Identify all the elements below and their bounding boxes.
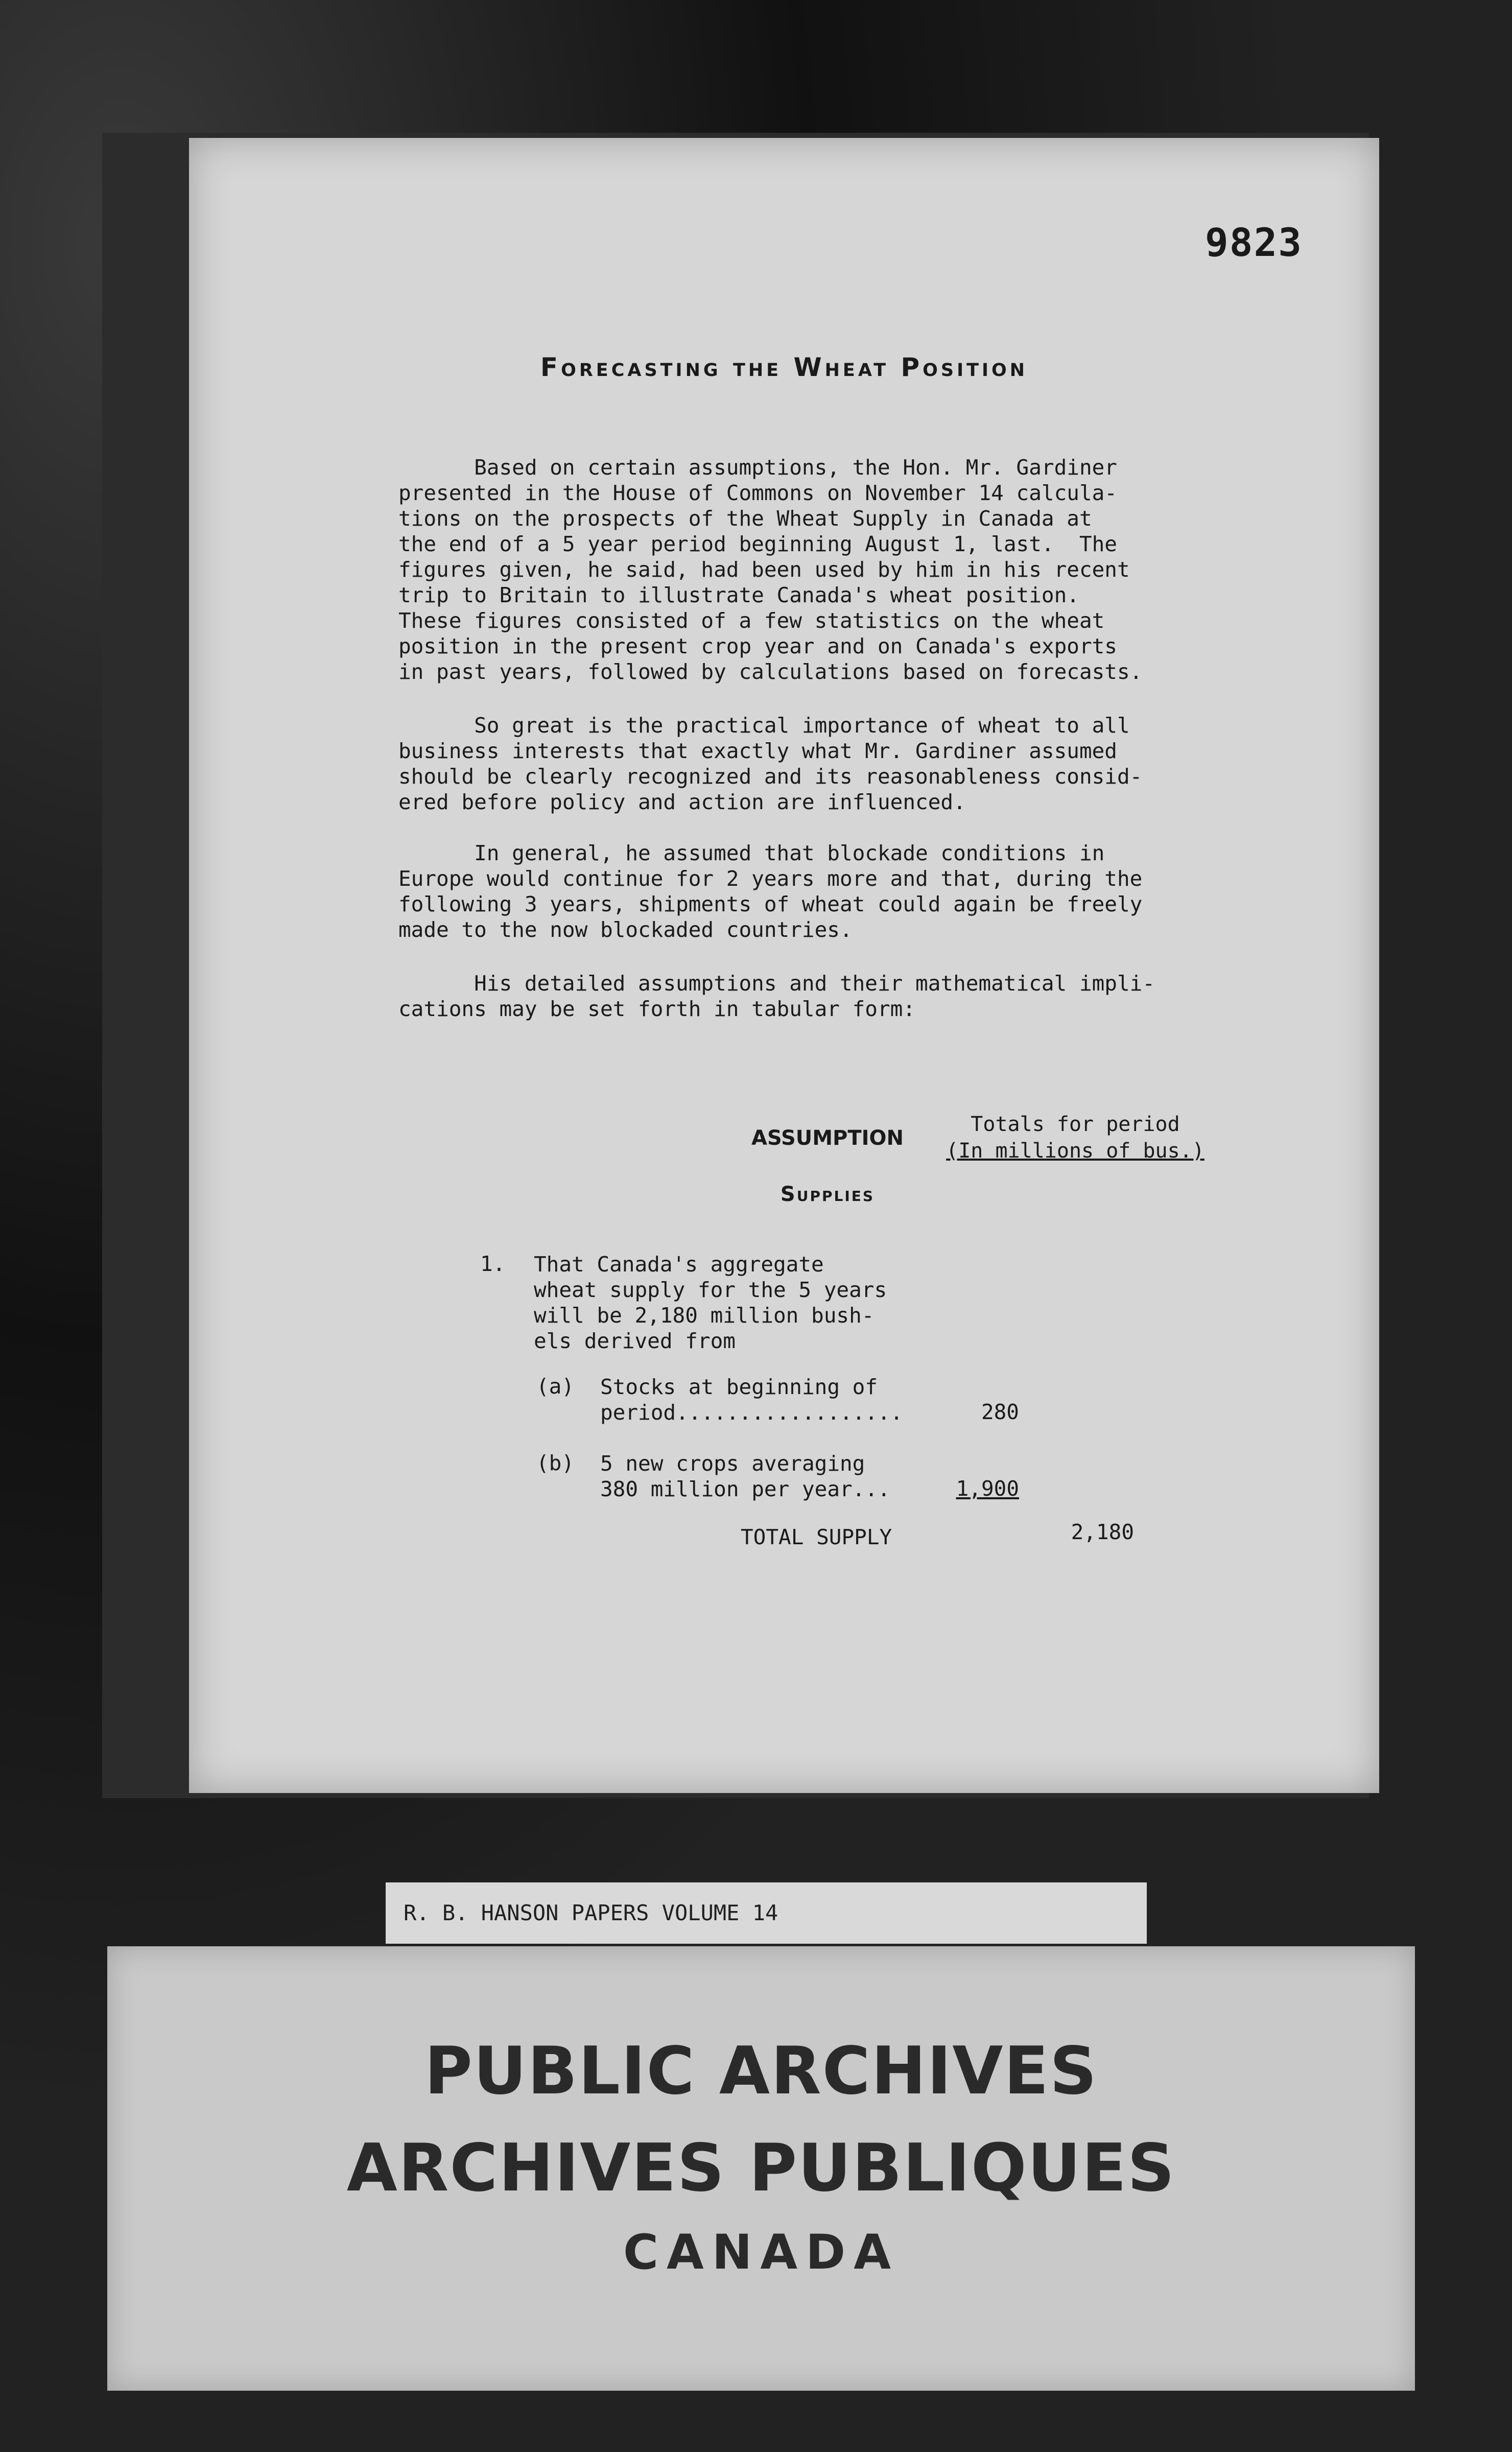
stamp-line-2: ARCHIVES PUBLIQUES [346, 2130, 1176, 2206]
paragraph-3: In general, he assumed that blockade conditions in Europe would continue for 2 years more and that, during the following 3 years, shipments of wheat could again be freely made to the now blockaded countries. [398, 841, 1143, 942]
sub-item-b-text: 5 new crops averaging 380 million per year... [600, 1451, 890, 1501]
sub-item-a-text: Stocks at beginning of period.................. [600, 1375, 903, 1425]
column-header-totals [871, 1111, 1280, 1164]
item-text: That Canada's aggregate wheat supply for the 5 years will be 2,180 million bush- els derived from [534, 1252, 887, 1353]
paragraph-2: So great is the practical importance of wheat to all business interests that exactly what Mr. Gardiner assumed should be clearly recognized and its reasonableness consid- ered before policy and action are influenced. [398, 713, 1143, 814]
document-page [189, 138, 1379, 1793]
archives-stamp [107, 1946, 1415, 2391]
stamp-line-1: PUBLIC ARCHIVES [424, 2033, 1098, 2109]
sub-item-a-label: (a) [536, 1374, 575, 1399]
sub-item-b-label: (b) [536, 1451, 575, 1475]
document-title: Forecasting the Wheat Position [540, 352, 1028, 382]
sub-item-b-value-wrap [917, 1476, 1019, 1501]
totals-header-line2: (In millions of bus.) [946, 1139, 1204, 1163]
page-number: 9823 [1204, 220, 1303, 265]
sub-item-b-value: 1,900 [956, 1476, 1019, 1501]
archive-reference-tag: R. B. HANSON PAPERS VOLUME 14 [386, 1882, 1147, 1944]
sub-item-a-value: 280 [981, 1400, 1019, 1424]
total-supply-value: 2,180 [1071, 1520, 1134, 1544]
column-header-assumption: ASSUMPTION [751, 1126, 904, 1150]
total-supply-label: TOTAL SUPPLY [741, 1525, 892, 1549]
stamp-line-3: CANADA [623, 2225, 899, 2280]
paragraph-4: His detailed assumptions and their mathematical impli- cations may be set forth in tabular form: [398, 971, 1155, 1021]
paragraph-1: Based on certain assumptions, the Hon. Mr. Gardiner presented in the House of Commons on November 14 calcula- tions on the prospects of the Wheat Supply in Canada at the end of a 5 year period beginning August 1, last. The figures given, he said, had been used by him in his recent trip to Britain to illustrate Canada's wheat position. These figures consisted of a few statistics on the wheat position in the present crop year and on Canada's exports in past years, followed by calculations based on forecasts. [398, 455, 1143, 684]
item-number: 1. [480, 1252, 506, 1276]
section-heading-supplies: Supplies [780, 1183, 875, 1206]
totals-header-line1: Totals for period [971, 1113, 1180, 1136]
